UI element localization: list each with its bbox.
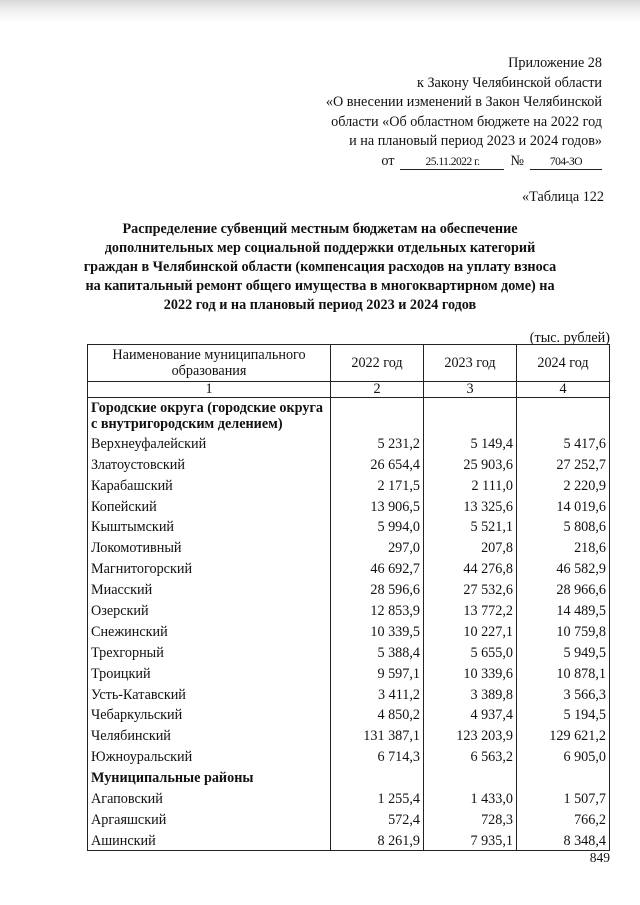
table-row	[88, 474, 610, 495]
amount-cell: 27 252,7	[517, 453, 610, 474]
empty-cell	[517, 766, 610, 787]
amount-cell: 5 231,2	[331, 432, 424, 453]
table-row	[88, 432, 610, 453]
empty-cell	[424, 398, 517, 433]
table-row	[88, 641, 610, 662]
amount-cell: 8 348,4	[517, 829, 610, 850]
amount-cell: 10 878,1	[517, 662, 610, 683]
amount-cell: 5 388,4	[331, 641, 424, 662]
amount-cell: 46 692,7	[331, 557, 424, 578]
table-number: «Таблица 122	[522, 189, 604, 205]
amount-cell: 10 759,8	[517, 620, 610, 641]
column-number: 1	[88, 382, 331, 398]
amount-cell: 5 994,0	[331, 516, 424, 537]
municipality-name: Златоустовский	[88, 453, 331, 474]
municipality-name: Локомотивный	[88, 536, 331, 557]
empty-cell	[517, 398, 610, 433]
amount-cell: 25 903,6	[424, 453, 517, 474]
header-cell: 2024 год	[517, 345, 610, 382]
table-row	[88, 578, 610, 599]
amount-cell: 14 019,6	[517, 495, 610, 516]
amount-cell: 28 596,6	[331, 578, 424, 599]
subsidy-table	[87, 344, 610, 851]
municipality-name: Аргаяшский	[88, 808, 331, 829]
municipality-name: Троицкий	[88, 662, 331, 683]
number-prefix: №	[510, 152, 524, 169]
amount-cell: 207,8	[424, 536, 517, 557]
table-row	[88, 787, 610, 808]
amount-cell: 8 261,9	[331, 829, 424, 850]
law-date: 25.11.2022 г.	[400, 155, 504, 170]
amount-cell: 3 566,3	[517, 683, 610, 704]
municipality-name: Верхнеуфалейский	[88, 432, 331, 453]
table-row	[88, 704, 610, 725]
amount-cell: 129 621,2	[517, 724, 610, 745]
municipality-name: Агаповский	[88, 787, 331, 808]
table-row	[88, 495, 610, 516]
amount-cell: 572,4	[331, 808, 424, 829]
amount-cell: 131 387,1	[331, 724, 424, 745]
appendix-header	[326, 54, 602, 172]
amount-cell: 5 949,5	[517, 641, 610, 662]
table-row	[88, 724, 610, 745]
amount-cell: 3 411,2	[331, 683, 424, 704]
municipality-name: Кыштымский	[88, 516, 331, 537]
amount-cell: 5 655,0	[424, 641, 517, 662]
header-cell: 2022 год	[331, 345, 424, 382]
amount-cell: 297,0	[331, 536, 424, 557]
table-row	[88, 453, 610, 474]
amount-cell: 6 905,0	[517, 745, 610, 766]
municipality-name: Магнитогорский	[88, 557, 331, 578]
amount-cell: 28 966,6	[517, 578, 610, 599]
column-number-row	[88, 382, 610, 398]
table-row	[88, 662, 610, 683]
column-number: 4	[517, 382, 610, 398]
amount-cell: 26 654,4	[331, 453, 424, 474]
table-row	[88, 536, 610, 557]
amount-cell: 13 906,5	[331, 495, 424, 516]
municipality-name: Южноуральский	[88, 745, 331, 766]
appendix-line: области «Об областном бюджете на 2022 год	[331, 113, 602, 130]
column-number: 2	[331, 382, 424, 398]
amount-cell: 766,2	[517, 808, 610, 829]
appendix-line: Приложение 28	[508, 55, 602, 71]
document-title: Распределение субвенций местным бюджетам на обеспечение дополнительных мер социальной поддержки отдельных категорий граждан в Челябинской области (компенсация расходов на уплату взноса на капитальный ремонт общего имущества в многоквартирном доме) на 2022 год и на плановый период 2023 и 2024 годов	[83, 221, 557, 313]
table-row	[88, 620, 610, 641]
amount-cell: 1 433,0	[424, 787, 517, 808]
table-row	[88, 557, 610, 578]
table-row	[88, 516, 610, 537]
municipality-name: Челябинский	[88, 724, 331, 745]
municipality-name: Чебаркульский	[88, 704, 331, 725]
section-row	[88, 398, 610, 433]
amount-cell: 13 772,2	[424, 599, 517, 620]
amount-cell: 3 389,8	[424, 683, 517, 704]
page-number: 849	[589, 850, 610, 865]
municipality-name: Ашинский	[88, 829, 331, 850]
amount-cell: 5 521,1	[424, 516, 517, 537]
amount-cell: 5 417,6	[517, 432, 610, 453]
amount-cell: 9 597,1	[331, 662, 424, 683]
amount-cell: 1 507,7	[517, 787, 610, 808]
amount-cell: 4 937,4	[424, 704, 517, 725]
section-title: Городские округа (городские округа с внутригородским делением)	[88, 398, 331, 433]
header-cell: 2023 год	[424, 345, 517, 382]
amount-cell: 6 563,2	[424, 745, 517, 766]
amount-cell: 46 582,9	[517, 557, 610, 578]
appendix-line: и на плановый период 2023 и 2024 годов»	[349, 133, 602, 150]
column-number: 3	[424, 382, 517, 398]
municipality-name: Трехгорный	[88, 641, 331, 662]
units-label: (тыс. рублей)	[529, 330, 610, 346]
law-date-line	[381, 152, 602, 172]
amount-cell: 2 111,0	[424, 474, 517, 495]
table-row	[88, 808, 610, 829]
municipality-name: Снежинский	[88, 620, 331, 641]
municipality-name: Миасский	[88, 578, 331, 599]
amount-cell: 12 853,9	[331, 599, 424, 620]
amount-cell: 10 339,6	[424, 662, 517, 683]
header-cell: Наименование муниципального образования	[88, 345, 331, 382]
empty-cell	[424, 766, 517, 787]
amount-cell: 10 227,1	[424, 620, 517, 641]
municipality-name: Копейский	[88, 495, 331, 516]
scan-top-edge	[0, 0, 640, 22]
amount-cell: 27 532,6	[424, 578, 517, 599]
empty-cell	[331, 766, 424, 787]
law-number: 704-ЗО	[530, 155, 602, 170]
amount-cell: 5 808,6	[517, 516, 610, 537]
amount-cell: 10 339,5	[331, 620, 424, 641]
amount-cell: 5 194,5	[517, 704, 610, 725]
amount-cell: 13 325,6	[424, 495, 517, 516]
amount-cell: 7 935,1	[424, 829, 517, 850]
municipality-name: Озерский	[88, 599, 331, 620]
municipality-name: Карабашский	[88, 474, 331, 495]
empty-cell	[331, 398, 424, 433]
amount-cell: 728,3	[424, 808, 517, 829]
appendix-line: «О внесении изменений в Закон Челябинской	[325, 94, 602, 111]
amount-cell: 4 850,2	[331, 704, 424, 725]
header-row	[88, 345, 610, 382]
municipality-name: Усть-Катавский	[88, 683, 331, 704]
amount-cell: 44 276,8	[424, 557, 517, 578]
amount-cell: 2 171,5	[331, 474, 424, 495]
table-body	[88, 398, 610, 851]
amount-cell: 6 714,3	[331, 745, 424, 766]
date-prefix: от	[381, 152, 395, 169]
amount-cell: 5 149,4	[424, 432, 517, 453]
amount-cell: 14 489,5	[517, 599, 610, 620]
table-row	[88, 829, 610, 850]
table-row	[88, 599, 610, 620]
amount-cell: 218,6	[517, 536, 610, 557]
table-row	[88, 683, 610, 704]
section-title: Муниципальные районы	[88, 766, 331, 787]
table-row	[88, 745, 610, 766]
amount-cell: 2 220,9	[517, 474, 610, 495]
amount-cell: 1 255,4	[331, 787, 424, 808]
appendix-line: к Закону Челябинской области	[417, 74, 602, 91]
section-row	[88, 766, 610, 787]
amount-cell: 123 203,9	[424, 724, 517, 745]
